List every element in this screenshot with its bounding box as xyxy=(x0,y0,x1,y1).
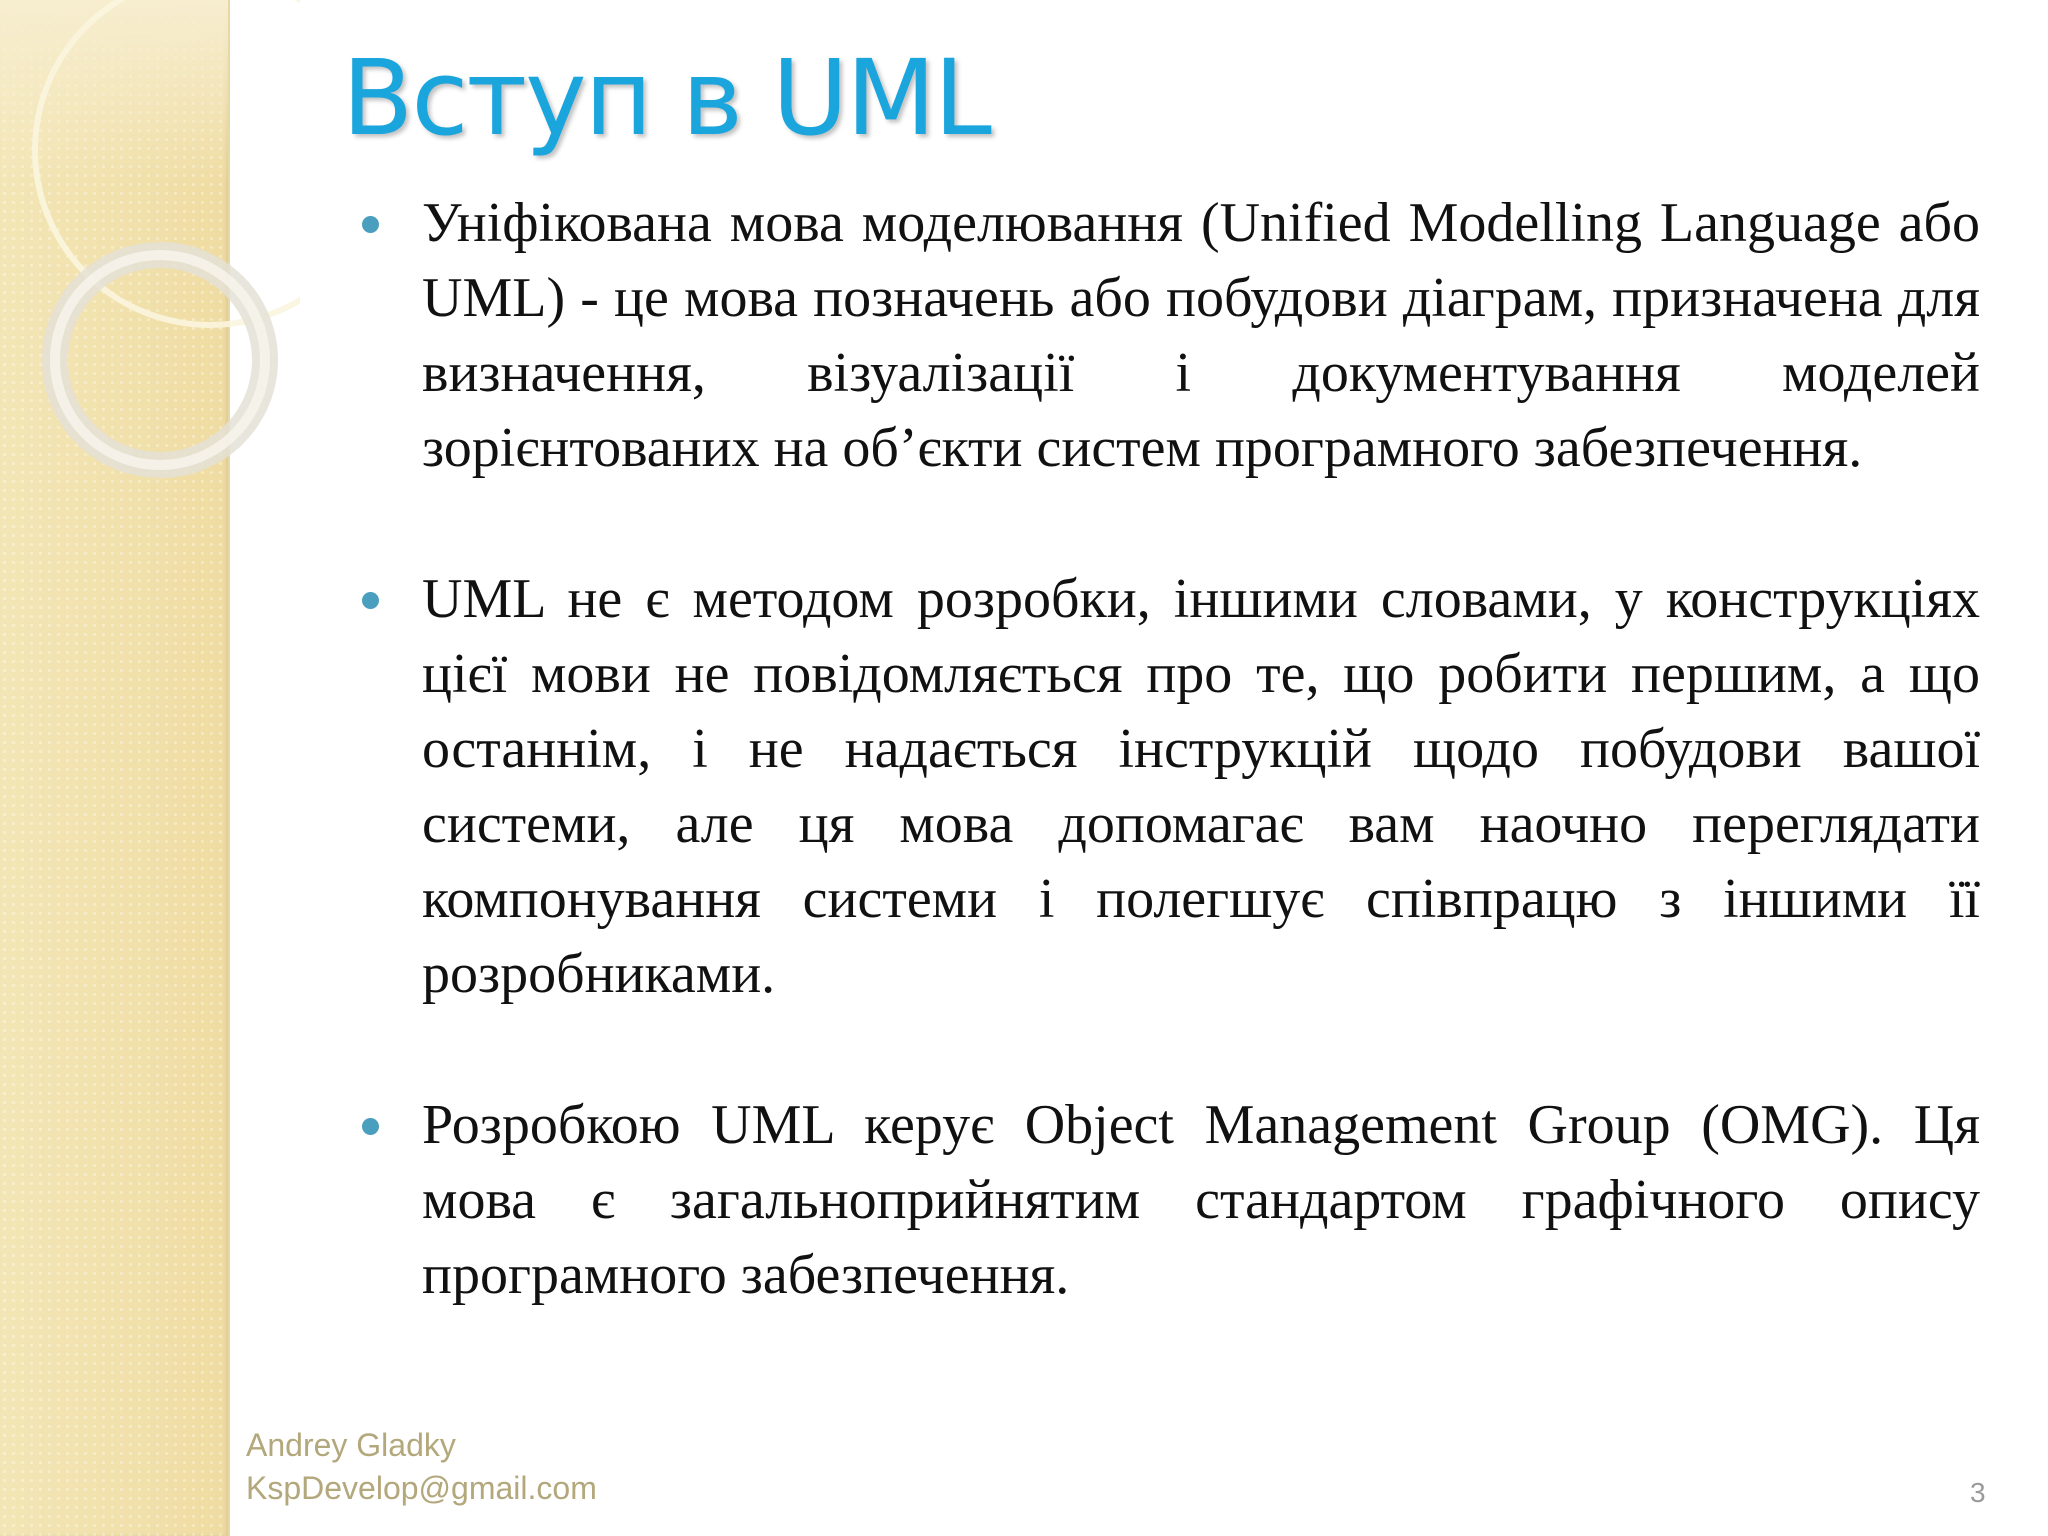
footer-email: KspDevelop@gmail.com xyxy=(246,1470,597,1506)
bullet-item xyxy=(362,562,1980,1012)
decorative-ring-small-highlight xyxy=(55,255,265,465)
bullet-item xyxy=(362,186,1980,486)
bullet-dot-icon xyxy=(362,1118,379,1135)
bullet-dot-icon xyxy=(362,216,379,233)
slide-title: Вступ в UML xyxy=(342,37,990,159)
decorative-rings xyxy=(0,0,300,560)
footer-author: Andrey Gladky xyxy=(246,1427,456,1463)
bullet-list xyxy=(362,186,1980,1313)
bullet-text: Уніфікована мова моделювання (Unified Modelling Language або UML) - це мова позначень або побудови діаграм, призначена для визначення, візуалізації і документування моделей зорієнтованих на об’єкти систем програмного забезпечення. xyxy=(422,192,1980,479)
decorative-ring-large xyxy=(35,0,300,325)
slide-number: 3 xyxy=(1970,1477,1986,1508)
bullet-item xyxy=(362,1088,1980,1313)
bullet-text: Розробкою UML керує Object Management Group (OMG). Ця мова є загальноприйнятим стандартом графічного опису програмного забезпечення. xyxy=(422,1094,1980,1306)
bullet-dot-icon xyxy=(362,592,379,609)
bullet-text: UML не є методом розробки, іншими словами, у конструкціях цієї мови не повідомляється про те, що робити першим, а що останнім, і не надається інструкцій щодо побудови вашої системи, але ця мова допомагає вам наочно переглядати компонування системи і полегшує співпрацю з іншими її розробниками. xyxy=(422,568,1980,1005)
